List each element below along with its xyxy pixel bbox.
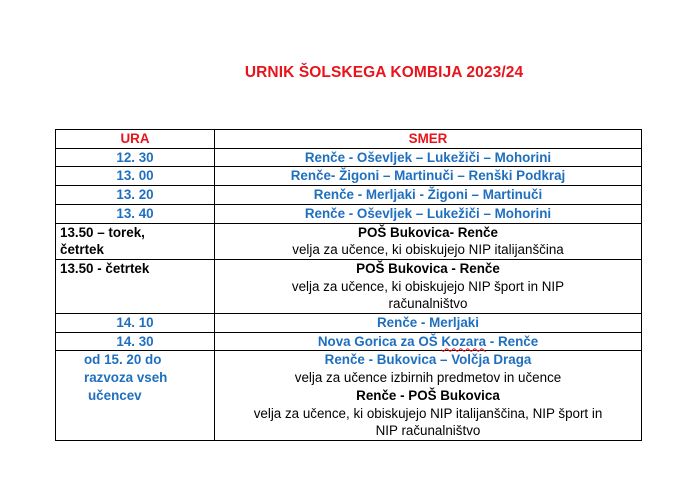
row-route (215, 259, 642, 313)
route-name: POŠ Bukovica- Renče (358, 224, 498, 240)
row-route (215, 223, 642, 259)
row-time: 13. 20 (56, 186, 215, 205)
row-time: 13. 40 (56, 204, 215, 223)
table-row (56, 351, 642, 441)
row-time-line: 13.50 – torek, (60, 224, 145, 240)
route-name: POŠ Bukovica - Renče (356, 260, 500, 276)
row-time-line: razvoza vseh (84, 370, 168, 386)
row-time: 14. 30 (56, 332, 215, 351)
header-ura: URA (56, 130, 215, 149)
row-route: Renče - Oševljek – Lukežiči – Mohorini (215, 148, 642, 167)
route-name: Renče - Bukovica – Volčja Draga (324, 352, 532, 368)
route-part: - Renče (486, 333, 539, 349)
table-row (56, 332, 642, 351)
row-time: 13.50 - četrtek (56, 259, 215, 313)
header-smer: SMER (215, 130, 642, 149)
route-note: velja za učence izbirnih predmetov in učence (294, 370, 562, 386)
row-time-line: četrtek (60, 242, 104, 258)
row-route: Renče - Merljaki - Žigoni – Martinuči (215, 186, 642, 205)
row-time-line: učencev (88, 387, 142, 403)
table-row (56, 148, 642, 167)
row-time: 14. 10 (56, 314, 215, 333)
route-note: velja za učence, ki obiskujejo NIP italijanščina (292, 242, 564, 258)
row-route: Renče - Merljaki (215, 314, 642, 333)
row-time: 12. 30 (56, 148, 215, 167)
page-title: URNIK ŠOLSKEGA KOMBIJA 2023/24 (244, 64, 524, 81)
schedule-table (55, 129, 642, 441)
row-time-line: od 15. 20 do (84, 352, 162, 368)
route-part: Nova Gorica za OŠ (317, 333, 442, 349)
route-note: NIP računalništvo (375, 423, 481, 439)
route-note: računalništvo (388, 296, 468, 312)
row-time: 13. 00 (56, 167, 215, 186)
row-time (56, 223, 215, 259)
table-row (56, 186, 642, 205)
route-note: velja za učence, ki obiskujejo NIP italijanščina, NIP šport in (253, 405, 603, 421)
route-part-misspelled: Kozara (441, 333, 487, 349)
table-row (56, 314, 642, 333)
table-header-row (56, 130, 642, 149)
row-route (215, 351, 642, 441)
row-route: Renče - Oševljek – Lukežiči – Mohorini (215, 204, 642, 223)
table-row (56, 259, 642, 313)
table-row (56, 223, 642, 259)
table-row (56, 167, 642, 186)
row-time (56, 351, 215, 441)
row-route: Renče- Žigoni – Martinuči – Renški Podkraj (215, 167, 642, 186)
table-row (56, 204, 642, 223)
row-route (215, 332, 642, 351)
route-name: Renče - POŠ Bukovica (356, 387, 500, 403)
route-note: velja za učence, ki obiskujejo NIP šport in NIP (291, 278, 565, 294)
